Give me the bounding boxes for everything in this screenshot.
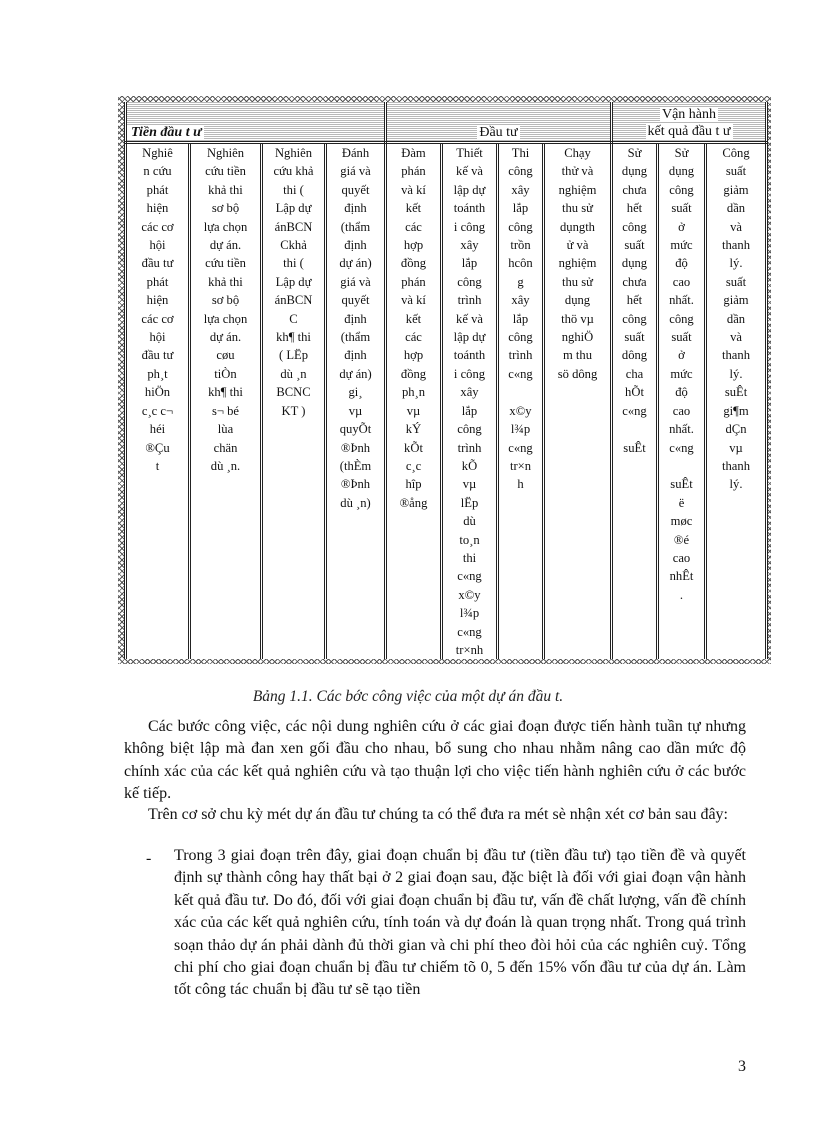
table-cell: Sử dụng công suất ở mức độ cao nhất. công suất ở mức độ cao nhất. c«ng suÊt ë møc ®é cao nhÊt . xyxy=(658,143,706,660)
investment-stages-table-frame xyxy=(118,96,771,664)
table-cell: Công suất giảm dần và thanh lý. suất giảm dần và thanh lý. suÊt gi¶m dÇn vµ thanh lý. xyxy=(706,143,767,660)
bullet-marker: - xyxy=(146,850,152,867)
paragraph: Trên cơ sở chu kỳ mét dự án đầu tư chúng ta có thể đưa ra mét sè nhận xét cơ bản sau đây: xyxy=(148,806,728,823)
table-cell: Nghiê n cứu phát hiện các cơ hội đầu tư phát hiện các cơ hội đầu tư ph¸t hiÖn c¸c c¬ héi ®Çu t xyxy=(126,143,190,660)
header-pre-investment: Tiền đầu t ư xyxy=(126,102,386,143)
table-cell: Thi công xây lắp công trồn hcôn g xây lắp công trình c«ng x©y l¾p c«ng tr×n h xyxy=(498,143,544,660)
table-caption: Bảng 1.1. Các bớc công việc của một dự án đầu t. xyxy=(252,688,564,705)
table-row xyxy=(126,143,767,660)
table-cell: Đánh giá và quyết định (thẩm định dự án) giá và quyết định (thẩm định dự án) gi¸ vµ quyÕt ®Þnh (thÈm ®Þnh dù ¸n) xyxy=(326,143,386,660)
header-investment: Đầu tư xyxy=(386,102,612,143)
table-cell: Sử dụng chưa hết công suất dụng chưa hết công suất dông cha hÕt c«ng suÊt xyxy=(612,143,658,660)
table-cell: Chạy thử và nghiệm thu sử dụngth ử và nghiệm thu sử dụng thö vµ nghiÖ m thu sö dông xyxy=(544,143,612,660)
investment-stages-table xyxy=(124,102,768,659)
bullet-paragraph: Trong 3 giai đoạn trên đây, giai đoạn chuẩn bị đầu tư (tiền đầu tư) tạo tiền đề và quyết định sự thành công hay thất bại ở 2 giai đoạn sau, đặc biệt là đối với giai đoạn vận hành kết quả đầu tư. Do đó, đối với giai đoạn chuẩn bị đầu tư, vấn đề chất lượng, vấn đề chính xác của các kết quả nghiên cứu, tính toán và dự đoán là quan trọng nhất. Trong quá trình soạn thảo dự án phải dành đủ thời gian và chi phí theo đòi hỏi của các nghiên cuỷ. Tổng chi phí cho giai đoạn chuẩn bị đầu tư chiếm tõ 0, 5 đến 15% vốn đầu tư của dự án. Làm tốt công tác chuẩn bị đầu tư sẽ tạo tiền xyxy=(174,847,746,999)
table-cell: Thiết kế và lập dự toánth i công xây lắp công trình kế và lập dự toánth i công xây lắp công trình kÕ vµ lËp dù to¸n thi c«ng x©y l¾p c«ng tr×nh xyxy=(442,143,498,660)
table-cell: Nghiên cứu khả thi ( Lập dự ánBCN Ckhả thi ( Lập dự ánBCN C kh¶ thi ( LËp dù ¸n BCNC KT ) xyxy=(262,143,326,660)
paragraph: Các bước công việc, các nội dung nghiên cứu ở các giai đoạn được tiến hành tuần tự nhưng không biệt lập mà đan xen gối đầu cho nhau, bổ sung cho nhau nhằm nâng cao dần mức độ chính xác của các kết quả nghiên cứu và tạo thuận lợi cho việc tiến hành nghiên cứu ở các bước kế tiếp. xyxy=(124,718,746,803)
table-cell: Đàm phán và kí kết các hợp đồng phán và kí kết các hợp đồng ph¸n vµ kÝ kÕt c¸c hîp ®ång xyxy=(386,143,442,660)
page-number: 3 xyxy=(738,1058,746,1075)
table-cell: Nghiên cứu tiền khả thi sơ bộ lựa chọn dự án. cứu tiền khả thi sơ bộ lựa chọn dự án. cøu tiÒn kh¶ thi s¬ bé lùa chän dù ¸n. xyxy=(190,143,262,660)
table-header-row xyxy=(126,102,767,143)
header-operation: Vận hành kết quả đầu t ư xyxy=(612,102,767,143)
